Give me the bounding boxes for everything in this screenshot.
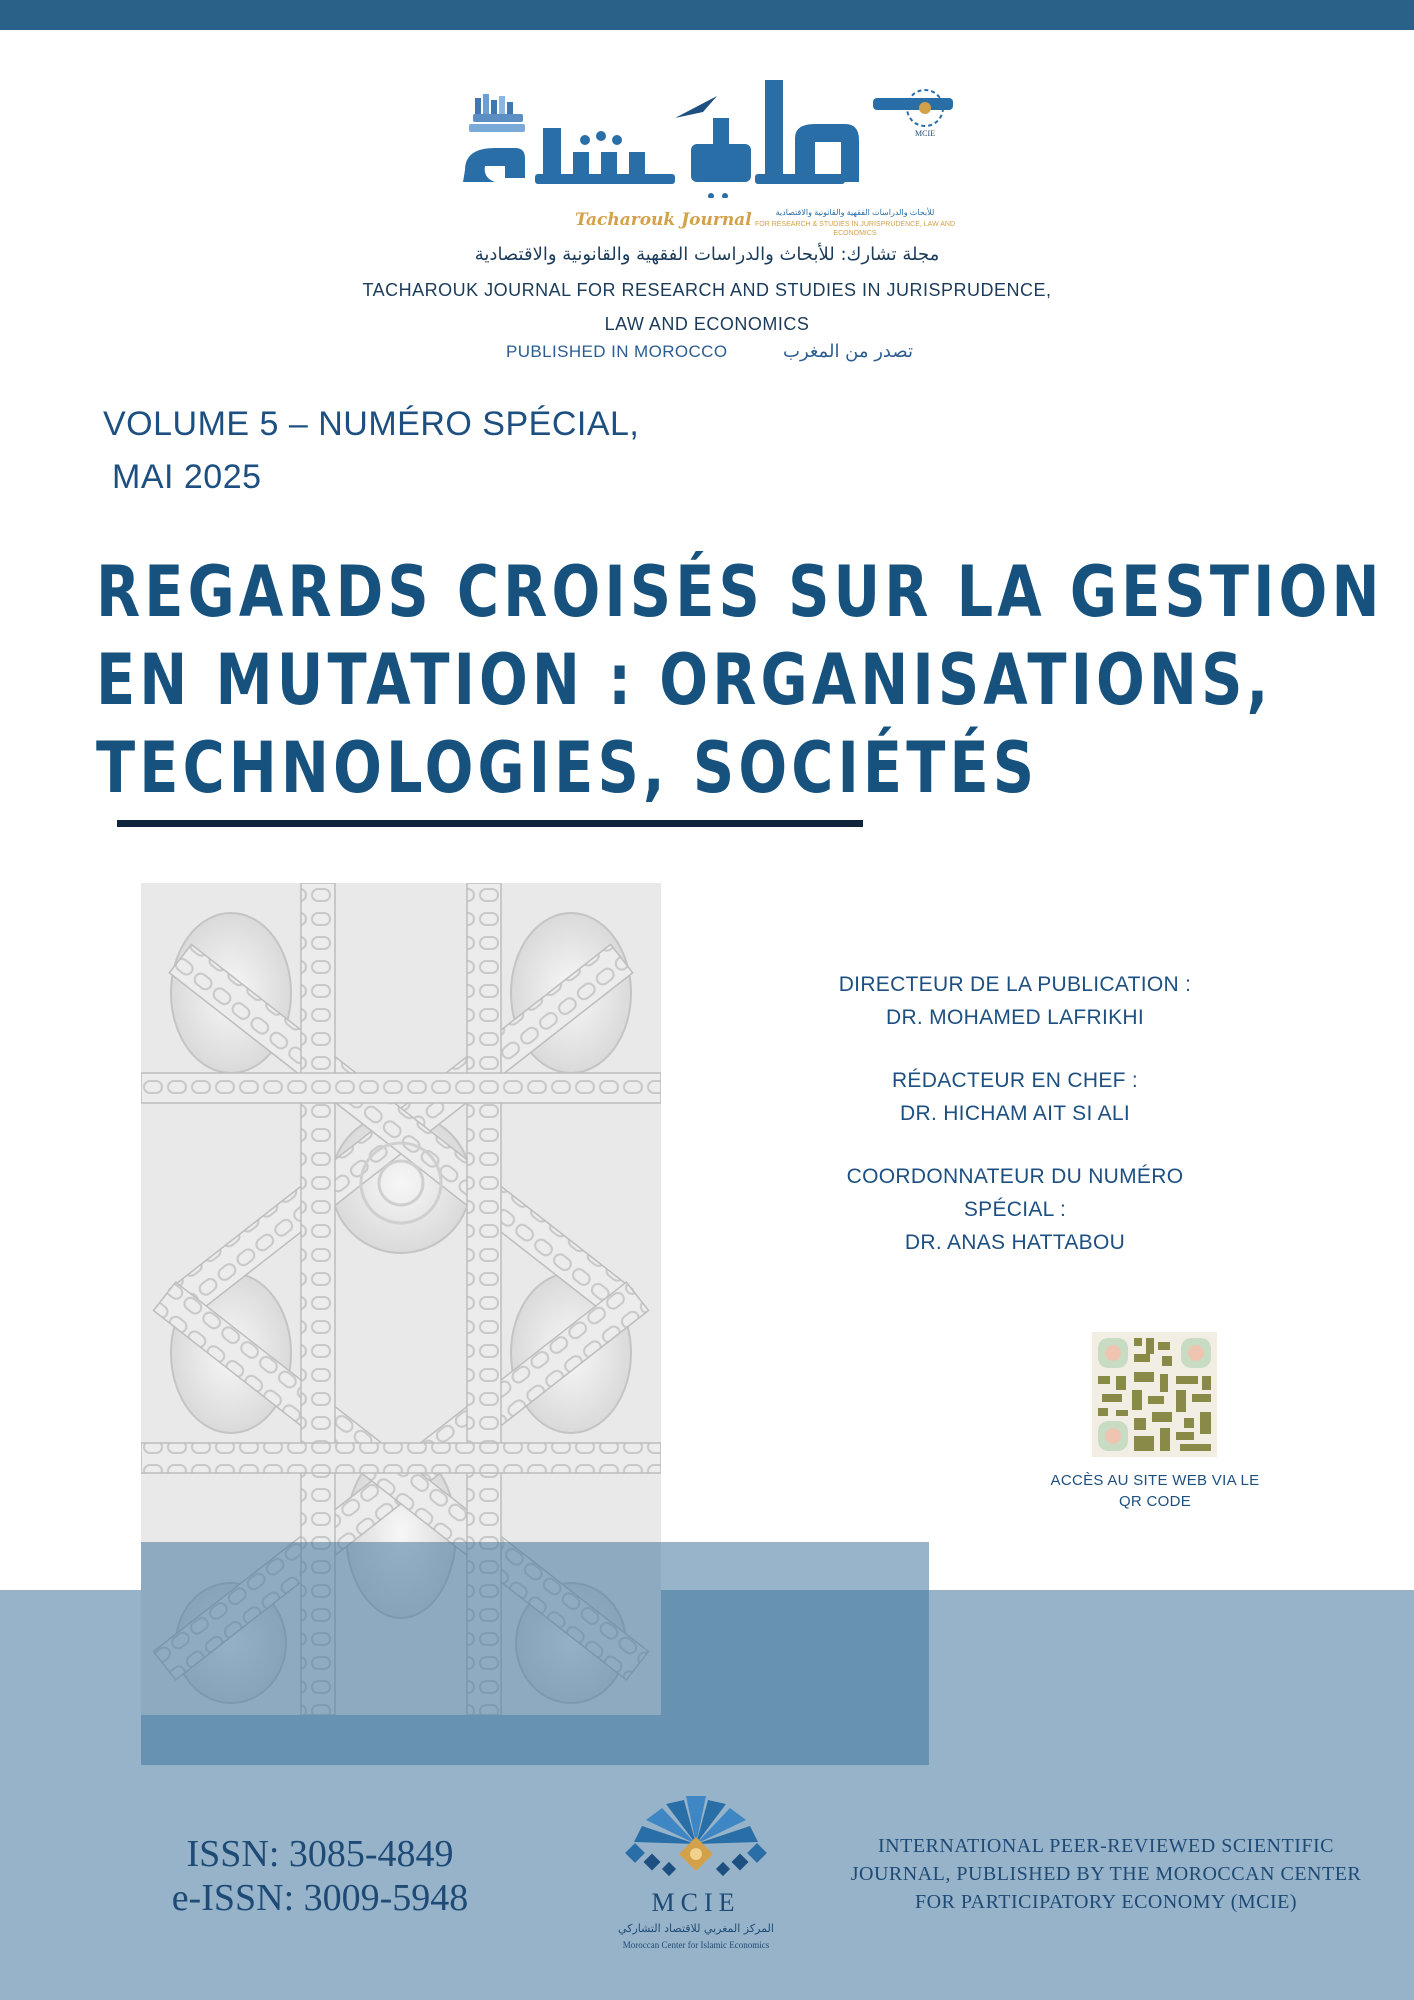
published-en: PUBLISHED IN MOROCCO xyxy=(506,342,728,361)
mcie-emblem-icon xyxy=(606,1784,786,1889)
volume-line2: MAI 2025 xyxy=(112,458,262,496)
journal-logo-mark xyxy=(455,78,965,198)
published-ar: تصدر من المغرب xyxy=(783,341,913,362)
mcie-name-ar: المركز المغربي للاقتصاد التشاركي xyxy=(618,1922,774,1935)
books-icon xyxy=(469,94,525,132)
editor-name: DR. HICHAM AIT SI ALI xyxy=(900,1102,1130,1125)
journal-logo xyxy=(455,78,965,243)
journal-name-ar: مجلة تشارك: للأبحاث والدراسات الفقهية والقانونية والاقتصادية xyxy=(474,244,940,265)
qr-finder-bottom-left xyxy=(1098,1421,1128,1451)
qr-code[interactable] xyxy=(1092,1332,1217,1457)
top-bar xyxy=(0,0,1414,30)
coordinator-role-line1: COORDONNATEUR DU NUMÉRO xyxy=(846,1165,1184,1188)
volume-line1: VOLUME 5 – NUMÉRO SPÉCIAL, xyxy=(103,405,640,443)
journal-description-line2: JOURNAL, PUBLISHED BY THE MOROCCAN CENTER xyxy=(850,1863,1362,1885)
qr-caption-line2: QR CODE xyxy=(1118,1493,1192,1510)
eissn: e-ISSN: 3009-5948 xyxy=(171,1877,469,1919)
title-underline xyxy=(117,820,863,827)
issue-title-line2: EN MUTATION : ORGANISATIONS, xyxy=(96,639,1273,721)
qr-code-icon xyxy=(1092,1332,1217,1457)
svg-text:MCIE: MCIE xyxy=(915,129,935,138)
director-role: DIRECTEUR DE LA PUBLICATION : xyxy=(838,973,1192,996)
journal-description-line3: FOR PARTICIPATORY ECONOMY (MCIE) xyxy=(914,1891,1298,1913)
logo-sub-en: FOR RESEARCH & STUDIES IN JURISPRUDENCE, LAW AND ECONOMICS xyxy=(754,221,956,237)
logo-sub-ar: للأبحاث والدراسات الفقهية والقانونية والاقتصادية xyxy=(775,208,935,217)
coordinator-name: DR. ANAS HATTABOU xyxy=(904,1231,1126,1254)
mcie-label: MCIE xyxy=(651,1888,741,1917)
qr-finder-top-left xyxy=(1098,1338,1128,1368)
logo-brand-en: Tacharouk Journal xyxy=(575,210,752,230)
qr-caption-line1: ACCÈS AU SITE WEB VIA LE xyxy=(1050,1472,1260,1489)
journal-description-line1: INTERNATIONAL PEER-REVIEWED SCIENTIFIC xyxy=(878,1835,1334,1857)
overlay-panel xyxy=(141,1542,929,1765)
coordinator-role-line2: SPÉCIAL : xyxy=(963,1198,1067,1221)
journal-description xyxy=(826,1832,1386,1916)
issue-title-line1: REGARDS CROISÉS SUR LA GESTION xyxy=(96,551,1384,633)
qr-finder-top-right xyxy=(1181,1338,1211,1368)
journal-name-en-line2: LAW AND ECONOMICS xyxy=(604,314,810,334)
director-name: DR. MOHAMED LAFRIKHI xyxy=(885,1006,1145,1029)
issn: ISSN: 3085-4849 xyxy=(186,1833,454,1875)
issue-title xyxy=(96,548,1384,812)
journal-name-en-line1: TACHAROUK JOURNAL FOR RESEARCH AND STUDIES IN JURISPRUDENCE, xyxy=(362,280,1052,300)
mcie-name-en: Moroccan Center for Islamic Economics xyxy=(622,1940,770,1950)
qr-caption xyxy=(1035,1470,1275,1512)
editor-role: RÉDACTEUR EN CHEF : xyxy=(891,1069,1139,1092)
issue-title-line3: TECHNOLOGIES, SOCIÉTÉS xyxy=(96,727,1039,809)
editorial-board xyxy=(790,968,1240,1259)
quill-icon xyxy=(675,96,717,118)
issn-block xyxy=(140,1832,500,1920)
